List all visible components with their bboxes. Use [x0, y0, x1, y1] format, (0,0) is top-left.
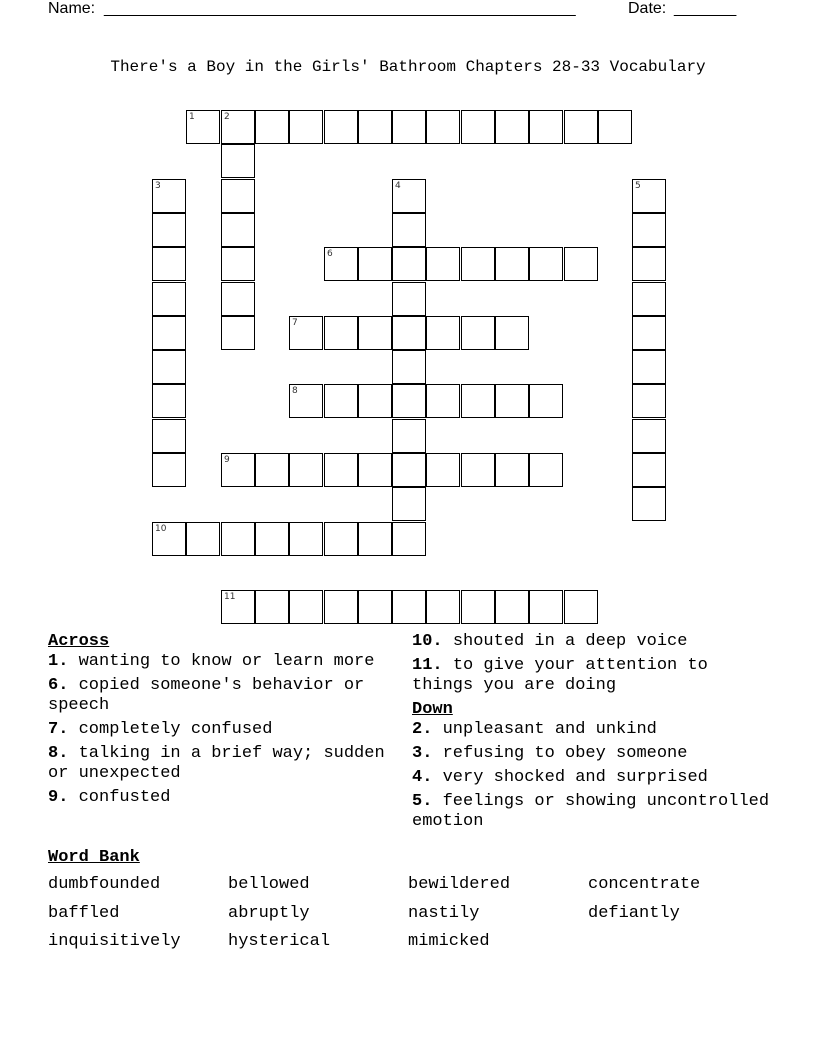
crossword-cell[interactable] — [426, 247, 460, 281]
crossword-cell[interactable] — [289, 110, 323, 144]
crossword-cell[interactable] — [426, 316, 460, 350]
date-label: Date: — [628, 0, 667, 17]
clue-across-8 — [48, 744, 398, 784]
crossword-cell[interactable] — [152, 179, 186, 213]
cell-number: 8 — [292, 386, 298, 396]
crossword-cell[interactable] — [632, 453, 666, 487]
crossword-cell[interactable] — [392, 179, 426, 213]
cell-number: 10 — [155, 524, 167, 534]
date-line[interactable]: _______ — [674, 0, 737, 17]
crossword-cell[interactable] — [564, 110, 598, 144]
crossword-cell[interactable] — [186, 522, 220, 556]
cell-number: 1 — [189, 112, 195, 122]
crossword-cell[interactable] — [392, 316, 426, 350]
cell-number: 2 — [224, 112, 230, 122]
cell-number: 5 — [635, 181, 641, 191]
page-title: There's a Boy in the Girls' Bathroom Chapters 28-33 Vocabulary — [110, 58, 706, 76]
name-label: Name: — [48, 0, 96, 17]
cell-number: 7 — [292, 318, 298, 328]
word-bank-item: dumbfounded — [48, 875, 161, 894]
clue-number: 11. — [412, 656, 443, 675]
clue-text: wanting to know or learn more — [78, 652, 375, 671]
crossword-cell[interactable] — [289, 453, 323, 487]
crossword-cell[interactable] — [221, 144, 255, 178]
crossword-cell[interactable] — [221, 453, 255, 487]
clue-text: copied someone's behavior or speech — [48, 676, 365, 715]
crossword-cell[interactable] — [529, 110, 563, 144]
clue-across-6 — [48, 676, 398, 716]
clue-number: 5. — [412, 792, 433, 811]
crossword-cell[interactable] — [221, 213, 255, 247]
word-bank-item: inquisitively — [48, 932, 181, 951]
crossword-cell[interactable] — [392, 350, 426, 384]
crossword-cell[interactable] — [324, 110, 358, 144]
clue-down-3 — [412, 744, 772, 764]
crossword-cell[interactable] — [358, 590, 392, 624]
crossword-cell[interactable] — [426, 453, 460, 487]
crossword-cell[interactable] — [289, 316, 323, 350]
crossword-cell[interactable] — [186, 110, 220, 144]
cell-number: 6 — [327, 249, 333, 259]
crossword-cell[interactable] — [392, 453, 426, 487]
crossword-cell[interactable] — [392, 384, 426, 418]
crossword-cell[interactable] — [324, 384, 358, 418]
clue-across-1 — [48, 652, 398, 672]
word-bank-item: baffled — [48, 904, 120, 923]
crossword-cell[interactable] — [358, 384, 392, 418]
clue-number: 8. — [48, 744, 69, 763]
clue-text: unpleasant and unkind — [442, 720, 657, 739]
crossword-cell[interactable] — [426, 590, 460, 624]
word-bank-item: bellowed — [228, 875, 310, 894]
word-bank-item: nastily — [408, 904, 480, 923]
crossword-cell[interactable] — [152, 282, 186, 316]
word-bank-item: hysterical — [228, 932, 331, 951]
crossword-cell[interactable] — [632, 282, 666, 316]
crossword-cell[interactable] — [495, 384, 529, 418]
crossword-cell[interactable] — [221, 110, 255, 144]
crossword-cell[interactable] — [221, 179, 255, 213]
crossword-cell[interactable] — [324, 522, 358, 556]
clue-down-5 — [412, 792, 772, 832]
crossword-cell[interactable] — [529, 384, 563, 418]
clue-text: refusing to obey someone — [442, 744, 688, 763]
crossword-cell[interactable] — [324, 247, 358, 281]
clue-number: 2. — [412, 720, 433, 739]
crossword-cell[interactable] — [358, 316, 392, 350]
crossword-cell[interactable] — [426, 110, 460, 144]
crossword-cell[interactable] — [152, 350, 186, 384]
crossword-cell[interactable] — [255, 453, 289, 487]
clue-text: confusted — [78, 788, 171, 807]
crossword-cell[interactable] — [324, 453, 358, 487]
crossword-cell[interactable] — [152, 522, 186, 556]
clue-number: 3. — [412, 744, 433, 763]
crossword-cell[interactable] — [632, 213, 666, 247]
clue-number: 9. — [48, 788, 69, 807]
crossword-cell[interactable] — [392, 522, 426, 556]
crossword-cell[interactable] — [632, 419, 666, 453]
crossword-cell[interactable] — [632, 316, 666, 350]
crossword-cell[interactable] — [392, 213, 426, 247]
crossword-cell[interactable] — [461, 316, 495, 350]
crossword-cell[interactable] — [221, 247, 255, 281]
word-bank-item: abruptly — [228, 904, 310, 923]
crossword-cell[interactable] — [152, 316, 186, 350]
crossword-cell[interactable] — [221, 590, 255, 624]
down-heading: Down — [412, 700, 453, 719]
crossword-cell[interactable] — [426, 384, 460, 418]
crossword-cell[interactable] — [632, 384, 666, 418]
crossword-cell[interactable] — [392, 590, 426, 624]
crossword-cell[interactable] — [289, 384, 323, 418]
word-bank-item: bewildered — [408, 875, 511, 894]
crossword-cell[interactable] — [392, 282, 426, 316]
crossword-cell[interactable] — [495, 247, 529, 281]
crossword-cell[interactable] — [564, 247, 598, 281]
crossword-cell[interactable] — [461, 247, 495, 281]
crossword-cell[interactable] — [461, 384, 495, 418]
cell-number: 9 — [224, 455, 230, 465]
crossword-cell[interactable] — [289, 590, 323, 624]
crossword-cell[interactable] — [495, 590, 529, 624]
clue-text: to give your attention to things you are doing — [412, 656, 708, 695]
word-bank-item: concentrate — [588, 875, 701, 894]
crossword-cell[interactable] — [255, 522, 289, 556]
clue-number: 1. — [48, 652, 69, 671]
clue-number: 6. — [48, 676, 69, 695]
clue-text: shouted in a deep voice — [452, 632, 688, 651]
crossword-cell[interactable] — [461, 453, 495, 487]
crossword-cell[interactable] — [632, 487, 666, 521]
clue-text: very shocked and surprised — [442, 768, 708, 787]
clue-across-7 — [48, 720, 398, 740]
crossword-cell[interactable] — [529, 453, 563, 487]
crossword-cell[interactable] — [289, 522, 323, 556]
clue-across-9 — [48, 788, 398, 808]
crossword-cell[interactable] — [598, 110, 632, 144]
crossword-cell[interactable] — [255, 590, 289, 624]
clues-left-column — [48, 632, 398, 812]
crossword-cell[interactable] — [392, 487, 426, 521]
clue-number: 10. — [412, 632, 443, 651]
crossword-cell[interactable] — [152, 419, 186, 453]
clue-number: 7. — [48, 720, 69, 739]
crossword-cell[interactable] — [152, 384, 186, 418]
crossword-cell[interactable] — [632, 247, 666, 281]
crossword-cell[interactable] — [632, 350, 666, 384]
crossword-cell[interactable] — [358, 453, 392, 487]
clues-right-column — [412, 632, 772, 836]
across-heading: Across — [48, 632, 110, 651]
crossword-cell[interactable] — [461, 110, 495, 144]
crossword-cell[interactable] — [529, 247, 563, 281]
crossword-cell[interactable] — [495, 453, 529, 487]
clue-across-11 — [412, 656, 772, 696]
crossword-cell[interactable] — [495, 316, 529, 350]
clue-across-10 — [412, 632, 772, 652]
clue-down-4 — [412, 768, 772, 788]
crossword-cell[interactable] — [358, 247, 392, 281]
crossword-cell[interactable] — [461, 590, 495, 624]
word-bank-heading: Word Bank — [48, 848, 140, 867]
crossword-cell[interactable] — [529, 590, 563, 624]
crossword-cell[interactable] — [392, 110, 426, 144]
crossword-cell[interactable] — [152, 453, 186, 487]
crossword-cell[interactable] — [392, 419, 426, 453]
clue-text: talking in a brief way; sudden or unexpected — [48, 744, 385, 783]
crossword-cell[interactable] — [495, 110, 529, 144]
crossword-cell[interactable] — [152, 247, 186, 281]
word-bank-item: mimicked — [408, 932, 490, 951]
crossword-cell[interactable] — [221, 316, 255, 350]
crossword-cell[interactable] — [392, 247, 426, 281]
clue-number: 4. — [412, 768, 433, 787]
crossword-cell[interactable] — [564, 590, 598, 624]
cell-number: 4 — [395, 181, 401, 191]
crossword-cell[interactable] — [221, 282, 255, 316]
clue-text: feelings or showing uncontrolled emotion — [412, 792, 770, 831]
word-bank-item: defiantly — [588, 904, 680, 923]
crossword-cell[interactable] — [221, 522, 255, 556]
crossword-cell[interactable] — [324, 316, 358, 350]
clue-down-2 — [412, 720, 772, 740]
crossword-cell[interactable] — [255, 110, 289, 144]
name-line[interactable]: _____________________________________________________ — [104, 0, 576, 17]
cell-number: 3 — [155, 181, 161, 191]
crossword-cell[interactable] — [358, 110, 392, 144]
clue-text: completely confused — [78, 720, 273, 739]
crossword-cell[interactable] — [358, 522, 392, 556]
crossword-cell[interactable] — [152, 213, 186, 247]
cell-number: 11 — [224, 592, 236, 602]
crossword-cell[interactable] — [632, 179, 666, 213]
crossword-cell[interactable] — [324, 590, 358, 624]
